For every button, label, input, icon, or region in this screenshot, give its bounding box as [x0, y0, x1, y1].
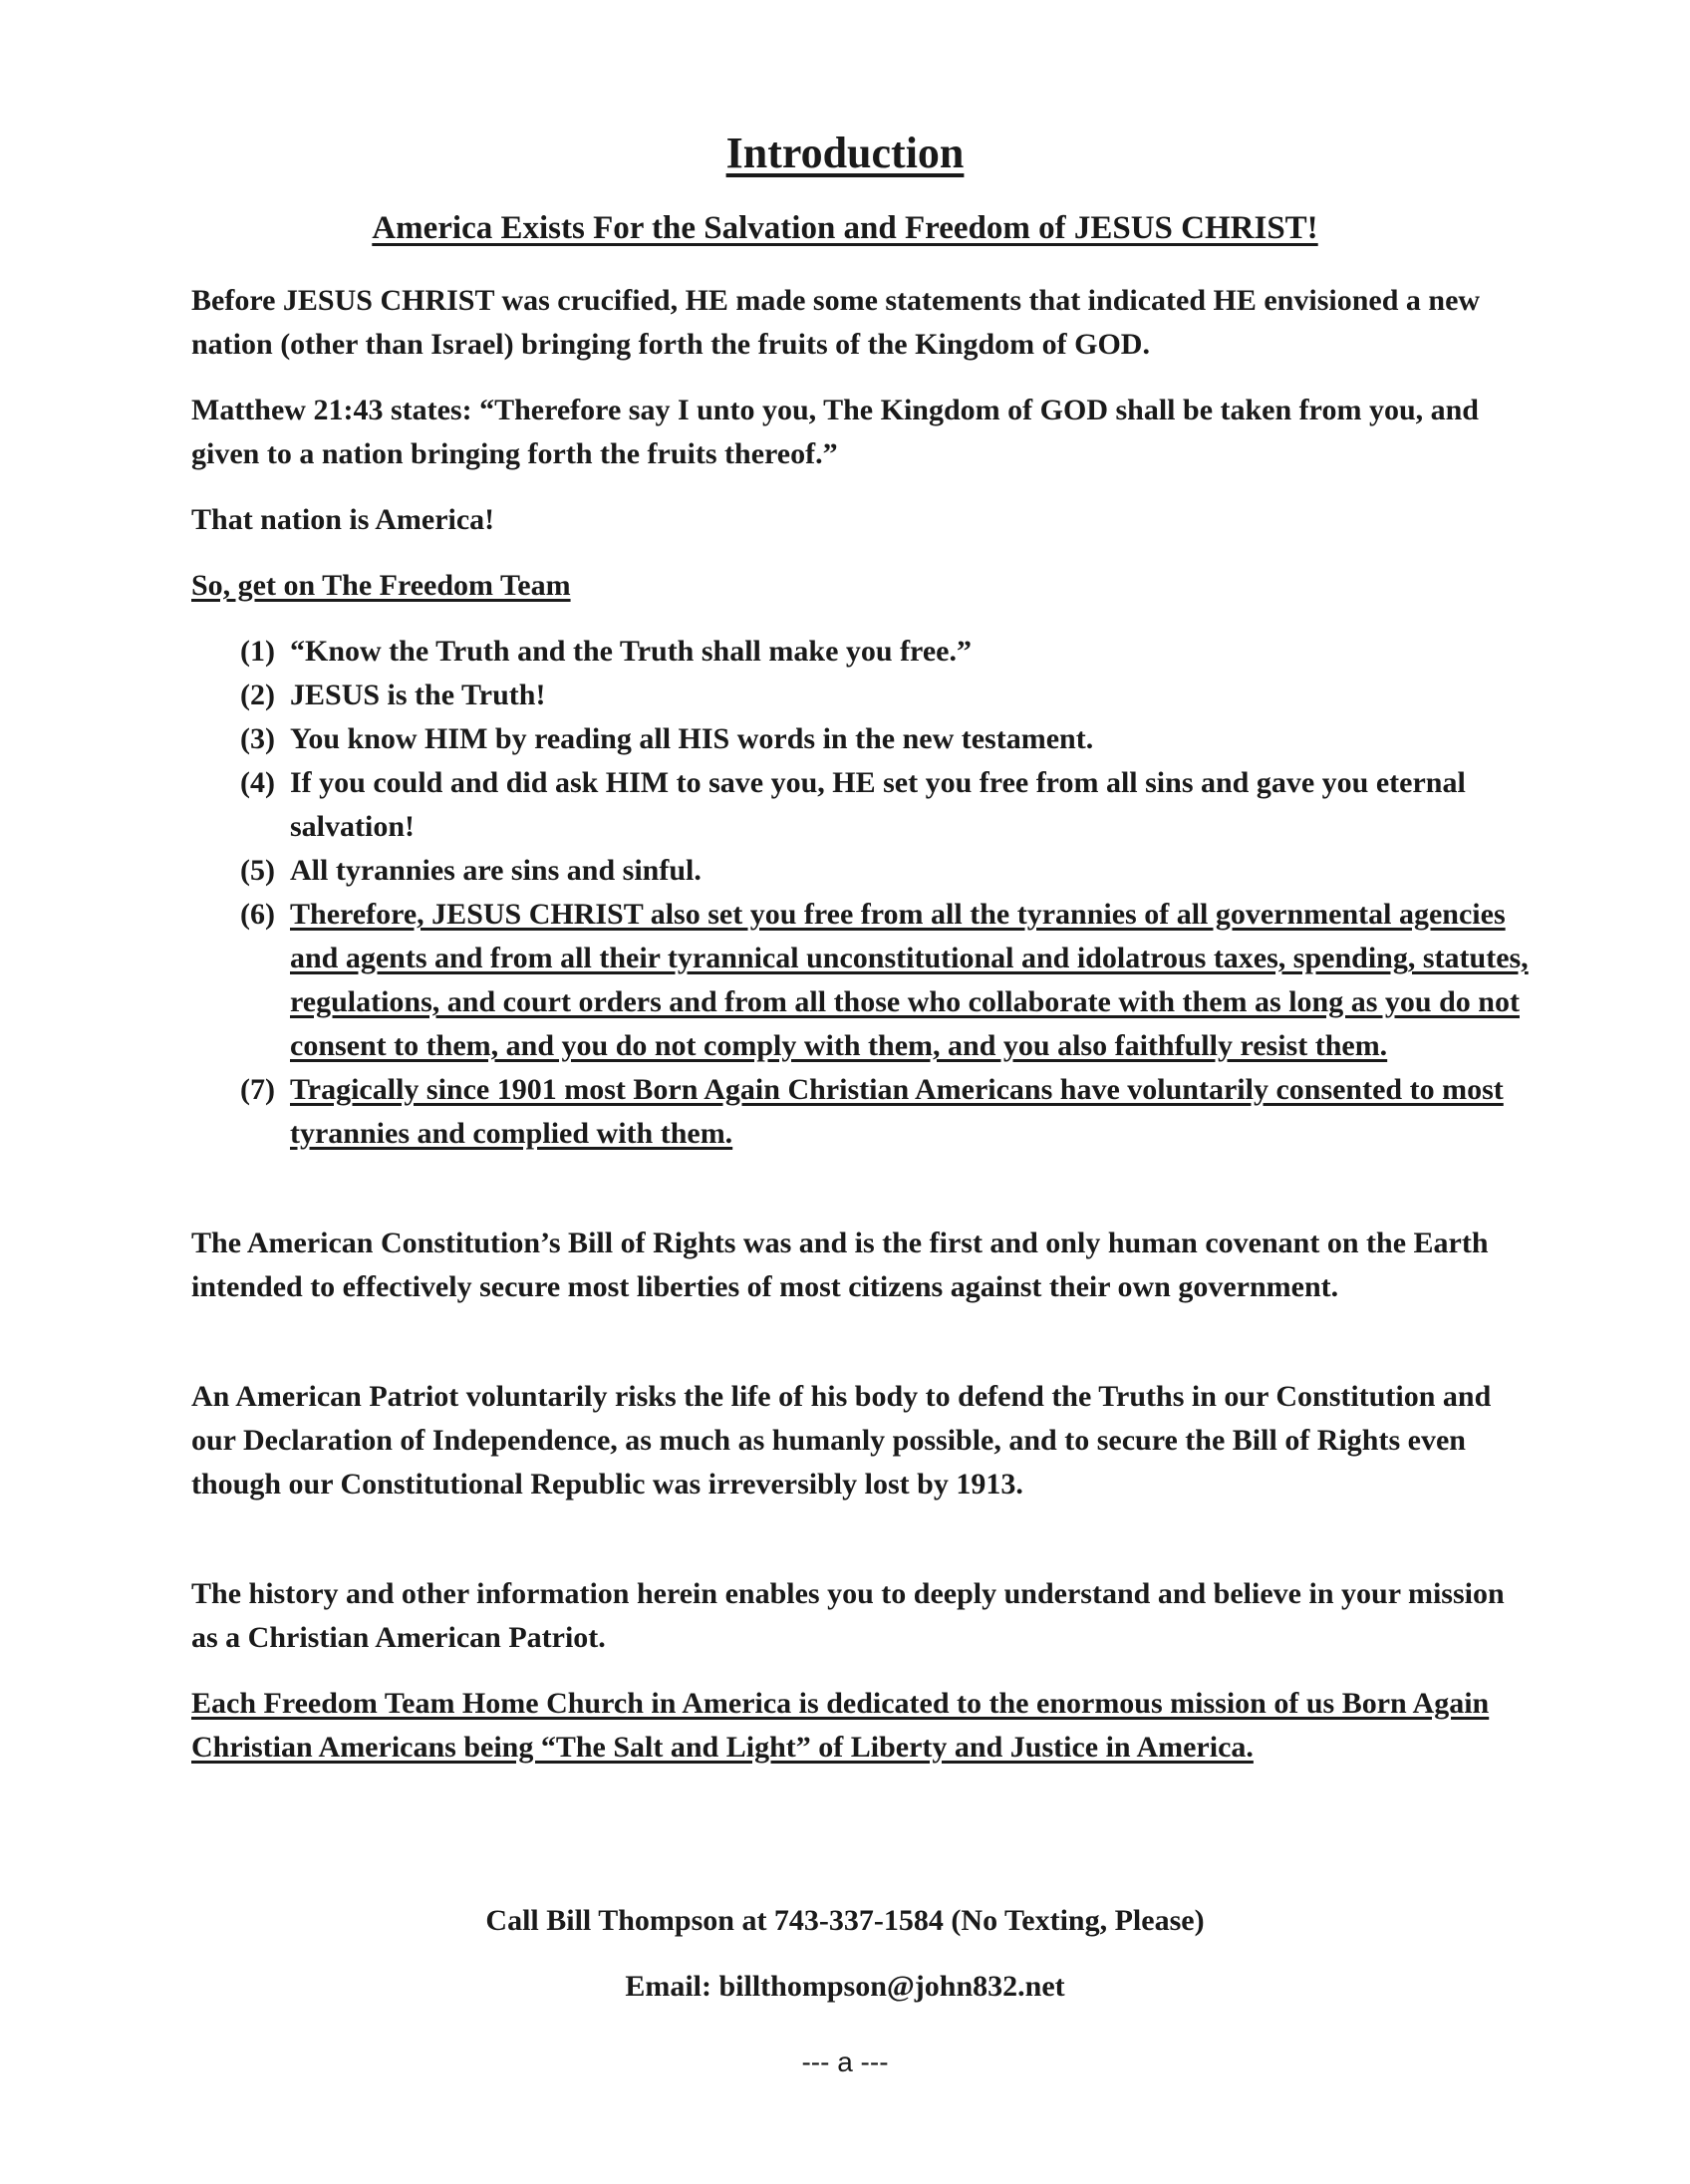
- paragraph-nation: That nation is America!: [191, 503, 495, 536]
- list-item: [240, 893, 1536, 1068]
- page-number: --- a ---: [801, 2047, 889, 2077]
- list-item-text: “Know the Truth and the Truth shall make you free.”: [290, 635, 972, 668]
- list-item-number: (2): [240, 679, 275, 711]
- freedom-team-heading: So, get on The Freedom Team: [191, 569, 571, 602]
- list-item-number: (7): [240, 1073, 275, 1106]
- page-title: Introduction: [725, 129, 965, 177]
- paragraph-intro: Before JESUS CHRIST was crucified, HE made some statements that indicated HE envisioned a new nation (other than Israel) bringing forth the fruits of the Kingdom of GOD.: [191, 284, 1481, 361]
- list-item-number: (6): [240, 898, 275, 931]
- list-item: [240, 630, 1536, 674]
- list-item-number: (5): [240, 854, 275, 887]
- list-item-text: Tragically since 1901 most Born Again Christian Americans have voluntarily consented to most tyrannies and complied with them.: [290, 1073, 1504, 1150]
- list-item: [240, 1068, 1536, 1156]
- list-item-text: Therefore, JESUS CHRIST also set you free from all the tyrannies of all governmental agencies and agents and from all their tyrannical unconstitutional and idolatrous taxes, spending, statutes, regulations, and court orders and from all those who collaborate with them as long as you do not consent to them, and you do not comply with them, and you also faithfully resist them.: [290, 898, 1529, 1062]
- paragraph-scripture: Matthew 21:43 states: “Therefore say I unto you, The Kingdom of GOD shall be taken from you, and given to a nation bringing forth the fruits thereof.”: [191, 394, 1479, 470]
- paragraph-patriot: An American Patriot voluntarily risks the life of his body to defend the Truths in our Constitution and our Declaration of Independence, as much as humanly possible, and to secure the Bill of Rights even though our Constitutional Republic was irreversibly lost by 1913.: [191, 1380, 1492, 1501]
- list-item: [240, 717, 1536, 761]
- list-item-number: (3): [240, 722, 275, 755]
- list-item-text: If you could and did ask HIM to save you, HE set you free from all sins and gave you eternal salvation!: [290, 766, 1466, 843]
- list-item-text: All tyrannies are sins and sinful.: [290, 854, 702, 887]
- paragraph-bill-of-rights: The American Constitution’s Bill of Rights was and is the first and only human covenant on the Earth intended to effectively secure most liberties of most citizens against their own government.: [191, 1227, 1489, 1303]
- freedom-team-list: [240, 630, 1536, 1156]
- contact-email: Email: billthompson@john832.net: [625, 1970, 1065, 2003]
- paragraph-mission: The history and other information herein enables you to deeply understand and believe in your mission as a Christian American Patriot.: [191, 1577, 1505, 1654]
- list-item-text: You know HIM by reading all HIS words in the new testament.: [290, 722, 1094, 755]
- list-item-number: (4): [240, 766, 275, 799]
- list-item: [240, 674, 1536, 717]
- list-item: [240, 849, 1536, 893]
- paragraph-home-church: Each Freedom Team Home Church in America is dedicated to the enormous mission of us Born Again Christian Americans being “The Salt and Light” of Liberty and Justice in America.: [191, 1687, 1490, 1764]
- list-item-number: (1): [240, 635, 275, 668]
- list-item-text: JESUS is the Truth!: [290, 679, 546, 711]
- page-subtitle: America Exists For the Salvation and Freedom of JESUS CHRIST!: [372, 210, 1318, 246]
- list-item: [240, 761, 1536, 849]
- contact-phone: Call Bill Thompson at 743-337-1584 (No Texting, Please): [485, 1904, 1205, 1937]
